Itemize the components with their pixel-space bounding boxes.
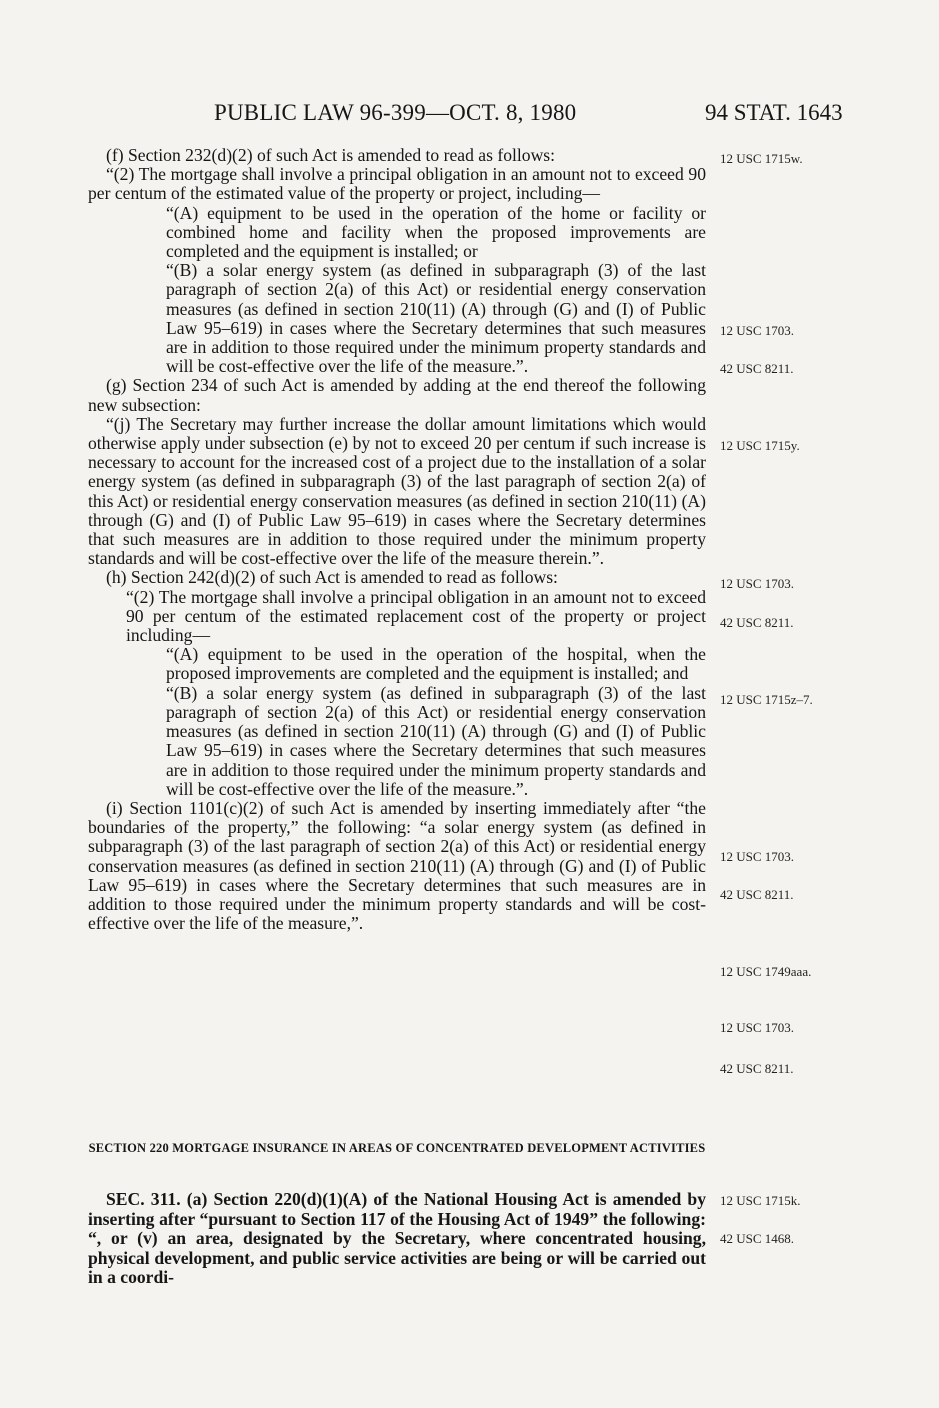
margin-note: 42 USC 8211.: [720, 887, 794, 902]
main-text: [88, 146, 706, 933]
paragraph-h-A: “(A) equipment to be used in the operation of the hospital, when the proposed improvements are completed and the equipment is installed; and: [166, 644, 706, 684]
paragraph-i: (i) Section 1101(c)(2) of such Act is amended by inserting immediately after “the boundaries of the property,” the following: “a solar energy system (as defined in subparagraph (3) of the last paragraph of section 2(a) of this Act) or residential energy conservation measures (as defined in section 210(11) (A) through (G) and (I) of Public Law 95–619) in cases where the Secretary determines that such measures are in addition to those required under the minimum property standards and will be cost-effective over the life of the measure,”.: [88, 797, 706, 934]
paragraph-f-B: “(B) a solar energy system (as defined in subparagraph (3) of the last paragraph of section 2(a) of this Act) or residential energy conservation measures (as defined in section 210(11) (A) through (G) and (I) of Public Law 95–619) in cases where the Secretary determines that such measures are in addition to those required under the minimum property standards and will be cost-effective over the life of the measure.”.: [166, 260, 706, 377]
section-311-text: SEC. 311. (a) Section 220(d)(1)(A) of the National Housing Act is amended by inserting after “pursuant to Section 117 of the Housing Act of 1949” the following: “, or (v) an area, designated by the Secretary, where concentrated housing, physical development, and public service activities are being or will be carried out in a coordi-: [88, 1189, 706, 1287]
margin-note: 12 USC 1715y.: [720, 438, 800, 453]
page-title: PUBLIC LAW 96-399—OCT. 8, 1980: [214, 100, 577, 125]
margin-note: 12 USC 1703.: [720, 576, 795, 591]
paragraph-f-2: “(2) The mortgage shall involve a principal obligation in an amount not to exceed 90 per centum of the estimated value of the property or project, including—: [88, 164, 706, 204]
margin-note: 42 USC 8211.: [720, 615, 794, 630]
paragraph-h-intro: (h) Section 242(d)(2) of such Act is amended to read as follows:: [106, 567, 558, 588]
statute-page-number: 94 STAT. 1643: [705, 100, 843, 125]
margin-note: 12 USC 1715w.: [720, 151, 803, 166]
section-heading: SECTION 220 MORTGAGE INSURANCE IN AREAS OF CONCENTRATED DEVELOPMENT ACTIVITIES: [88, 1141, 706, 1155]
margin-note: 42 USC 1468.: [720, 1231, 795, 1246]
page-header: [0, 100, 939, 130]
margin-note: 42 USC 8211.: [720, 361, 794, 376]
margin-note: 12 USC 1715z–7.: [720, 692, 813, 707]
section-311: [88, 1190, 706, 1288]
paragraph-g-intro: (g) Section 234 of such Act is amended by adding at the end thereof the following new subsection:: [88, 375, 706, 415]
margin-note: 12 USC 1715k.: [720, 1193, 801, 1208]
paragraph-h-B: “(B) a solar energy system (as defined in subparagraph (3) of the last paragraph of section 2(a) of this Act) or residential energy conservation measures (as defined in section 210(11) (A) through (G) and (I) of Public Law 95–619) in cases where the Secretary determines that such measures are in addition to those required under the minimum property standards and will be cost-effective over the life of the measure.”.: [166, 682, 706, 799]
margin-note: 12 USC 1703.: [720, 1020, 795, 1035]
paragraph-h-2: “(2) The mortgage shall involve a principal obligation in an amount not to exceed 90 per centum of the estimated replacement cost of the property or project including—: [126, 586, 706, 646]
margin-note: 12 USC 1703.: [720, 323, 795, 338]
margin-note: 12 USC 1703.: [720, 849, 795, 864]
margin-note: 42 USC 8211.: [720, 1061, 794, 1076]
margin-note: 12 USC 1749aaa.: [720, 964, 812, 979]
paragraph-f-A: “(A) equipment to be used in the operation of the home or facility or combined home and facility when the proposed improvements are completed and the equipment is installed; or: [166, 202, 706, 262]
paragraph-f-intro: (f) Section 232(d)(2) of such Act is amended to read as follows:: [106, 145, 556, 165]
paragraph-g-j: “(j) The Secretary may further increase the dollar amount limitations which would otherwise apply under subsection (e) by not to exceed 20 per centum if such increase is necessary to account for the increased cost of a project due to the installation of a solar energy system (as defined in subparagraph (3) of the last paragraph of section 2(a) of this Act) or residential energy conservation measures (as defined in section 210(11) (A) through (G) and (I) of Public Law 95–619) in cases where the Secretary determines that such measures are in addition to those required under the minimum property standards and will be cost-effective over the life of the measure therein.”.: [88, 413, 706, 569]
